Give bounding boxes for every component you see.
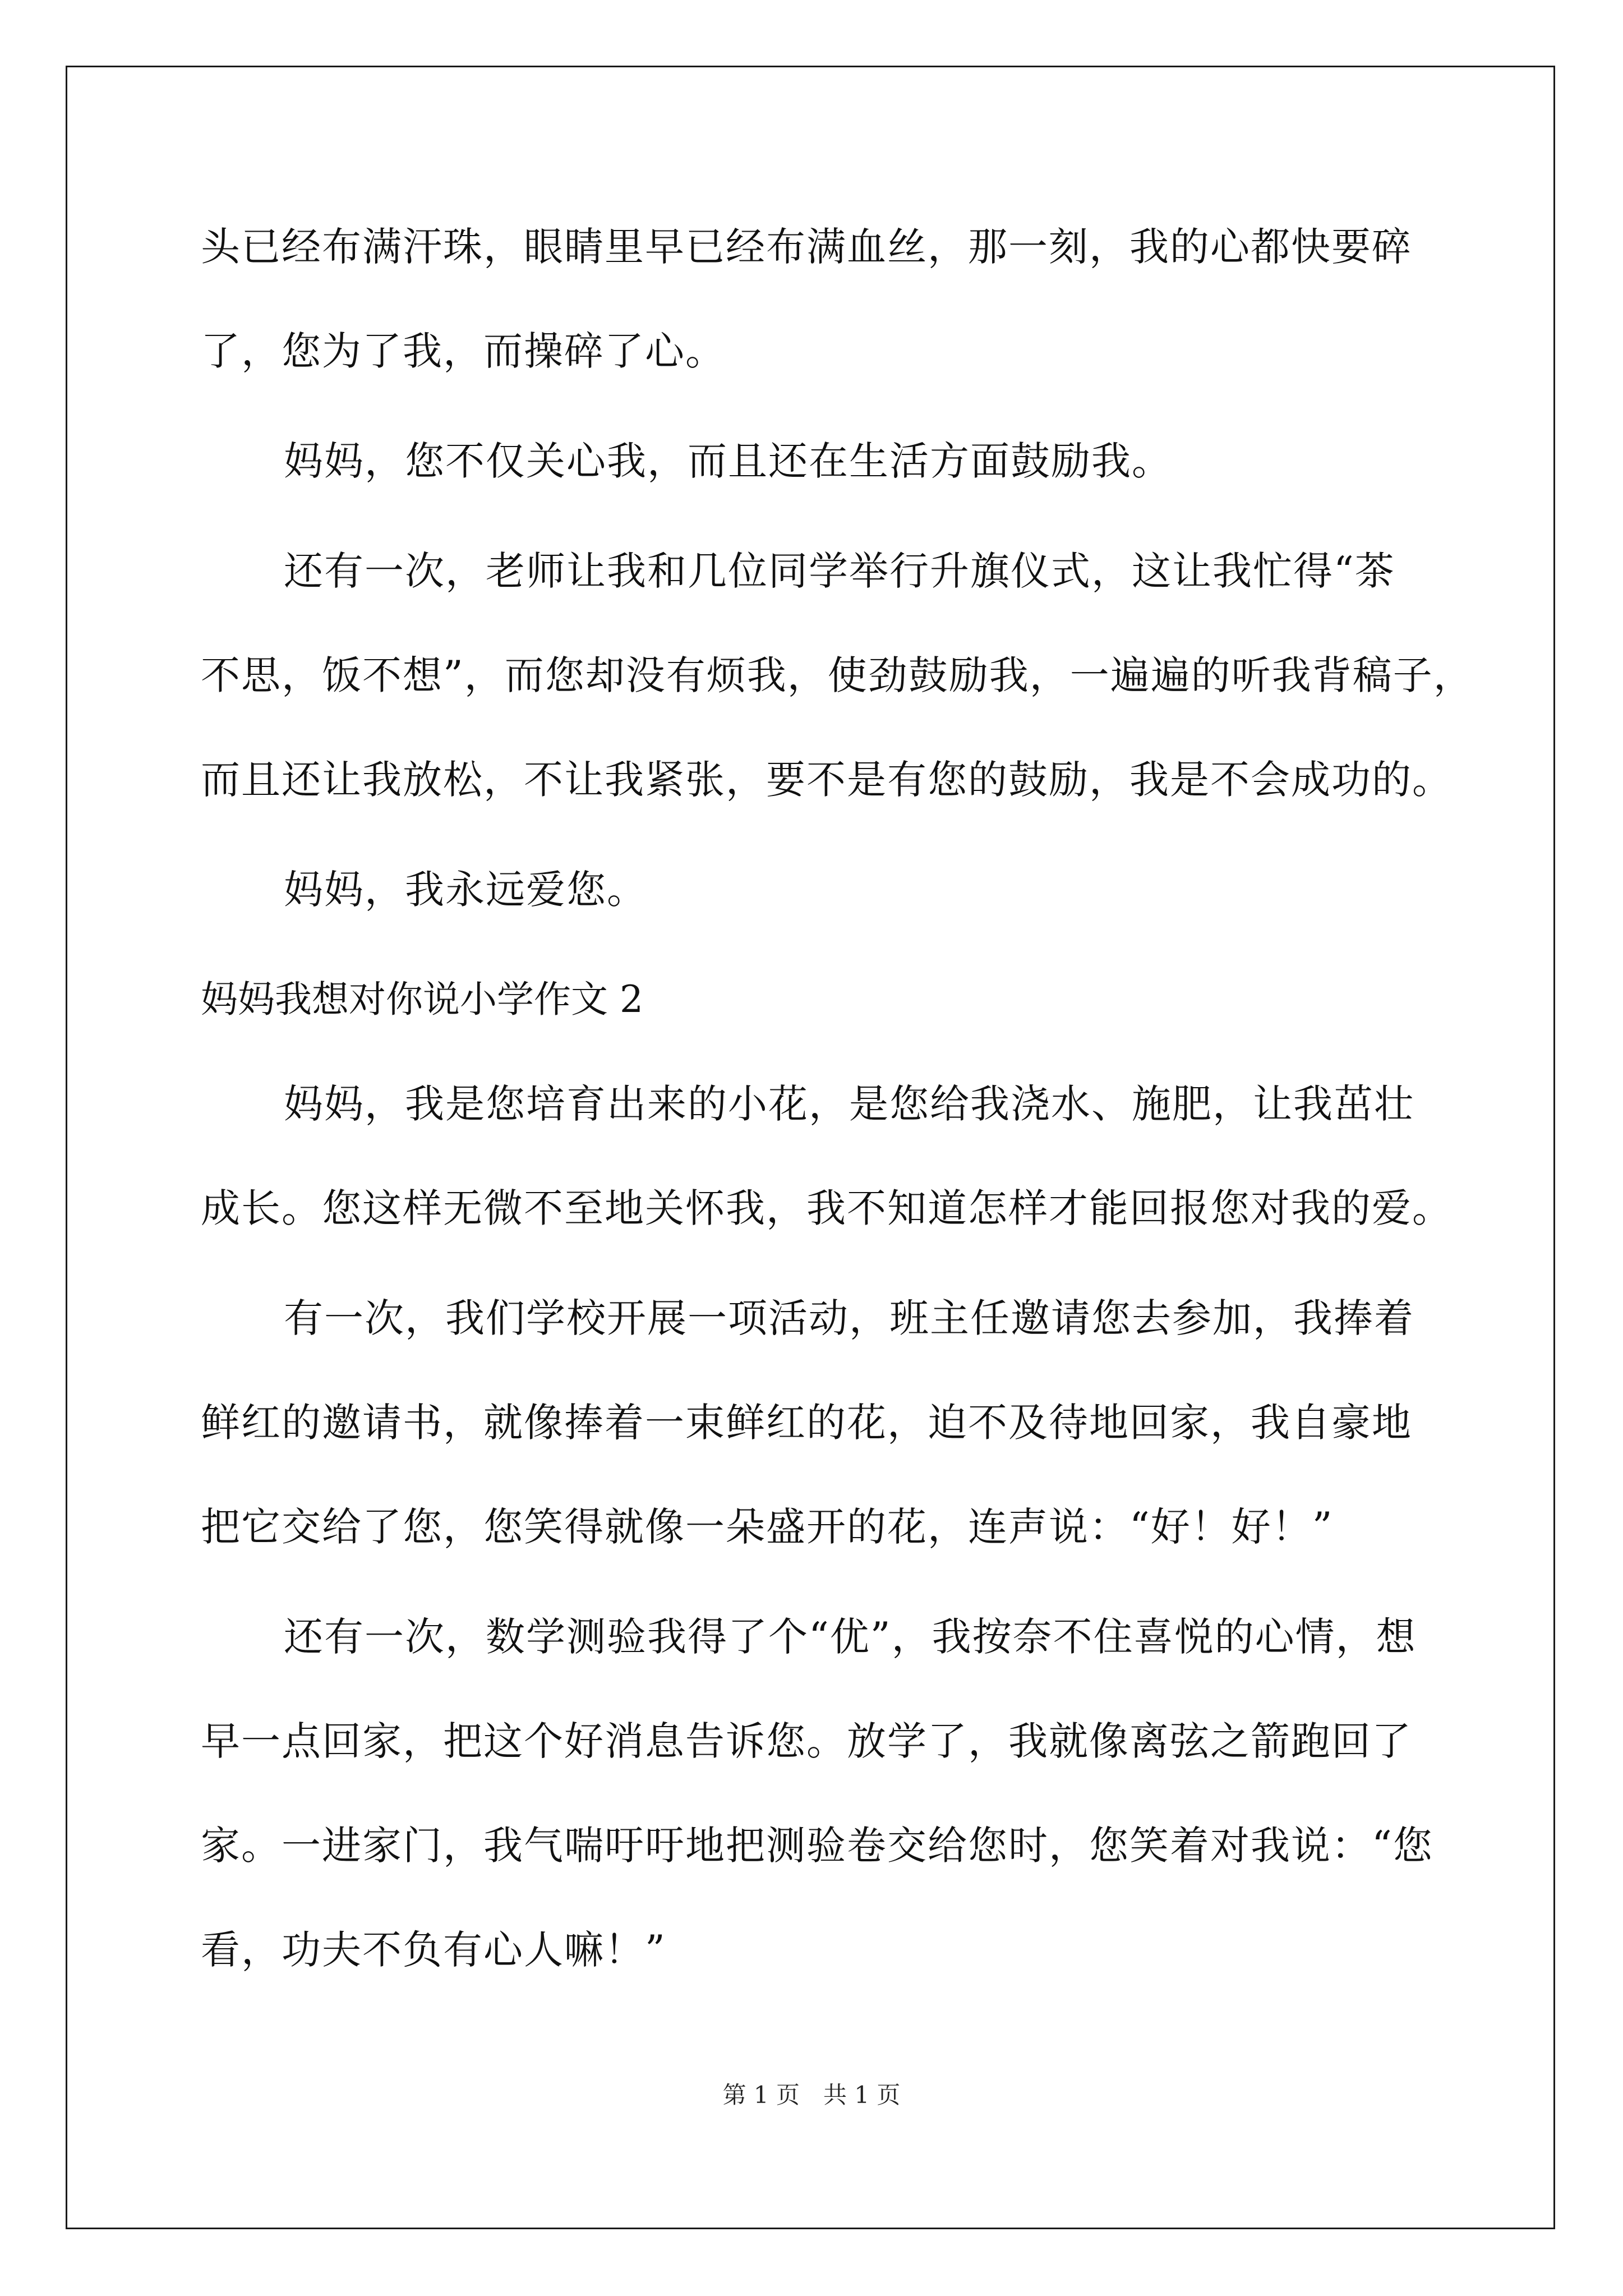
text-line: 妈妈，我永远爱您。	[284, 867, 647, 913]
text-line: 早一点回家，把这个好消息告诉您。放学了，我就像离弦之箭跑回了	[201, 1718, 1412, 1764]
text-line: 妈妈，我是您培育出来的小花，是您给我浇水、施肥，让我茁壮	[284, 1081, 1414, 1127]
text-line: 头已经布满汗珠，眼睛里早已经布满血丝，那一刻，我的心都快要碎	[201, 224, 1412, 270]
text-line: 家。一进家门，我气喘吁吁地把测验卷交给您时，您笑着对我说：“您	[201, 1823, 1433, 1869]
page-footer: 第 1 页 共 1 页	[722, 2081, 901, 2109]
text-line: 还有一次，老师让我和几位同学举行升旗仪式，这让我忙得“茶	[284, 548, 1395, 594]
text-line: 成长。您这样无微不至地关怀我，我不知道怎样才能回报您对我的爱。	[201, 1185, 1453, 1231]
text-line: 不思，饭不想”，而您却没有烦我，使劲鼓励我，一遍遍的听我背稿子，	[201, 652, 1474, 698]
text-line: 有一次，我们学校开展一项活动，班主任邀请您去参加，我捧着	[284, 1295, 1414, 1341]
text-line: 鲜红的邀请书，就像捧着一束鲜红的花，迫不及待地回家，我自豪地	[201, 1400, 1412, 1446]
text-line: 还有一次，数学测验我得了个“优”，我按奈不住喜悦的心情，想	[284, 1614, 1417, 1660]
section-heading: 妈妈我想对你说小学作文 2	[201, 978, 643, 1021]
text-line: 而且还让我放松，不让我紧张，要不是有您的鼓励，我是不会成功的。	[201, 757, 1453, 803]
text-line: 把它交给了您，您笑得就像一朵盛开的花，连声说：“好！好！”	[201, 1504, 1334, 1550]
text-line: 看，功夫不负有心人嘛！”	[201, 1927, 666, 1973]
page-border	[66, 66, 1555, 2229]
text-line: 妈妈，您不仅关心我，而且还在生活方面鼓励我。	[284, 438, 1172, 484]
text-line: 了，您为了我，而操碎了心。	[201, 328, 726, 374]
